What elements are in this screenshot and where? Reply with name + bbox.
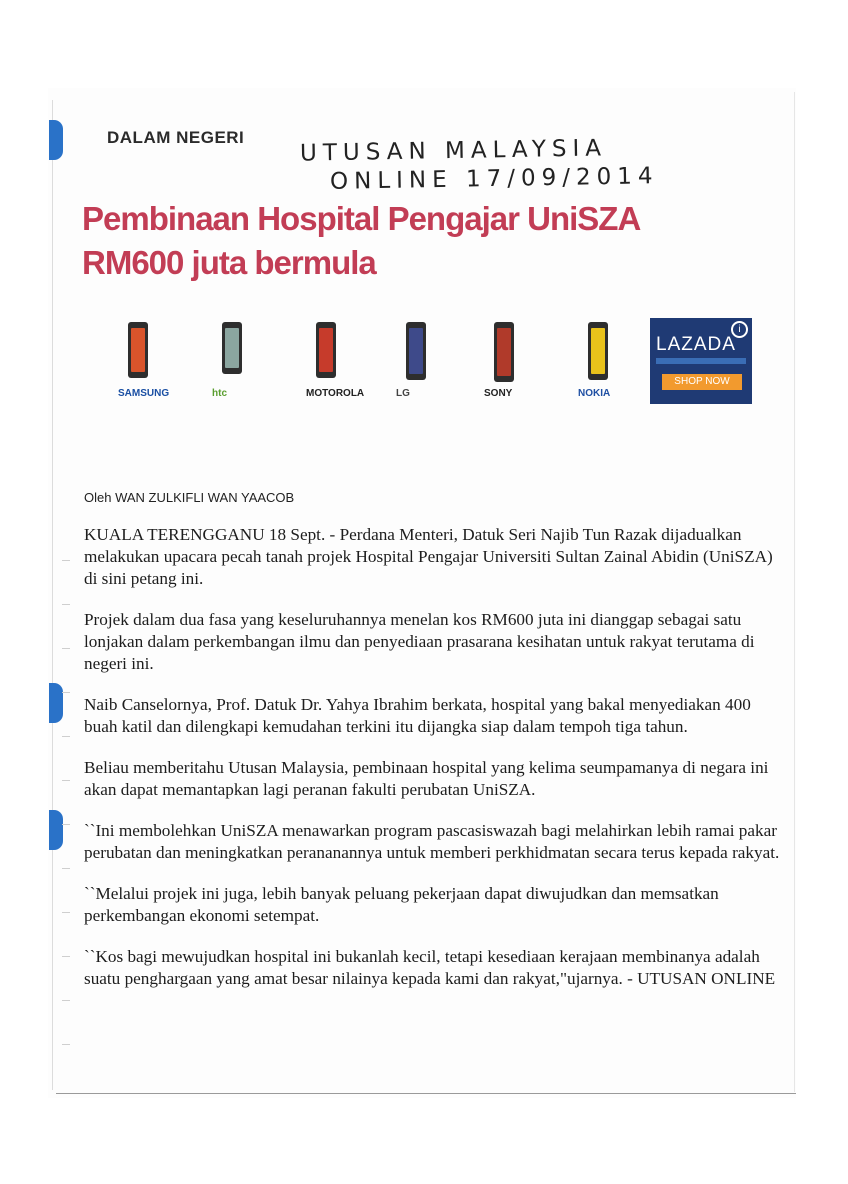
- phone-image[interactable]: [222, 322, 242, 374]
- brand-logo-nokia[interactable]: NOKIA: [578, 388, 611, 399]
- lazada-ad-banner[interactable]: [650, 318, 752, 404]
- right-margin-rule: [794, 92, 795, 1092]
- paragraph: KUALA TERENGGANU 18 Sept. - Perdana Menteri, Datuk Seri Najib Tun Razak dijadualkan melakukan upacara pecah tanah projek Hospital Pengajar Universiti Sultan Zainal Abidin (UniSZA) di sini petang ini.: [84, 525, 773, 588]
- headline: [82, 197, 782, 285]
- lazada-logo: LAZADA: [656, 334, 736, 355]
- paragraph: ``Ini membolehkan UniSZA menawarkan program pascasiswazah bagi melahirkan lebih ramai pakar perubatan dan meningkatkan perananannya untuk memberi perkhidmatan secara terus kepada rakyat.: [84, 821, 780, 862]
- brand-logo-motorola[interactable]: MOTOROLA: [306, 388, 365, 399]
- phone-image[interactable]: [494, 322, 514, 382]
- left-margin-rule: [52, 100, 53, 1090]
- paragraph: Beliau memberitahu Utusan Malaysia, pembinaan hospital yang kelima seumpamanya di negara ini akan dapat memantapkan lagi peranan fakulti perubatan UniSZA.: [84, 758, 769, 799]
- bottom-rule: [56, 1093, 796, 1094]
- phone-image[interactable]: [406, 322, 426, 380]
- margin-ticks: [62, 560, 72, 1080]
- brand-logo-sony[interactable]: SONY: [484, 388, 513, 399]
- phone-image[interactable]: [128, 322, 148, 378]
- byline: Oleh WAN ZULKIFLI WAN YAACOB: [84, 490, 295, 505]
- binder-tab-mark: [49, 810, 63, 850]
- headline-line-2: RM600 juta bermula: [82, 244, 376, 281]
- binder-tab-mark: [49, 683, 63, 723]
- phone-image[interactable]: [588, 322, 608, 380]
- paragraph: ``Kos bagi mewujudkan hospital ini bukanlah kecil, tetapi kesediaan kerajaan membinanya adalah suatu penghargaan yang amat besar nilainya kepada kami dan rakyat,"ujarnya. - UTUSAN ONLINE: [84, 947, 776, 988]
- paragraph: Naib Canselornya, Prof. Datuk Dr. Yahya Ibrahim berkata, hospital yang bakal menyediakan 400 buah katil dan dilengkapi kemudahan terkini itu dijangka siap dalam tempoh tiga tahun.: [84, 695, 751, 736]
- brand-logo-samsung[interactable]: SAMSUNG: [118, 388, 170, 399]
- phone-image[interactable]: [316, 322, 336, 378]
- shop-now-button[interactable]: SHOP NOW: [662, 374, 742, 390]
- binder-tab-mark: [49, 120, 63, 160]
- info-icon[interactable]: i: [731, 321, 748, 338]
- section-label: DALAM NEGERI: [107, 128, 245, 147]
- headline-line-1: Pembinaan Hospital Pengajar UniSZA: [82, 200, 641, 237]
- brand-logo-lg[interactable]: LG: [396, 388, 410, 399]
- phone-advertisement[interactable]: [112, 316, 752, 406]
- handwritten-source: UTUSAN MALAYSIA: [299, 135, 608, 167]
- handwritten-date: ONLINE 17/09/2014: [329, 163, 659, 195]
- brand-logo-htc[interactable]: htc: [212, 388, 227, 399]
- paragraph: ``Melalui projek ini juga, lebih banyak peluang pekerjaan dapat diwujudkan dan memsatkan perkembangan ekonomi setempat.: [84, 884, 719, 925]
- article-body: [84, 524, 784, 1009]
- lazada-tagline-bar: [656, 358, 746, 364]
- paragraph: Projek dalam dua fasa yang keseluruhannya menelan kos RM600 juta ini dianggap sebagai satu lonjakan dalam perkembangan ilmu dan penyediaan prasarana kesihatan untuk rakyat terutama di negeri ini.: [84, 610, 755, 673]
